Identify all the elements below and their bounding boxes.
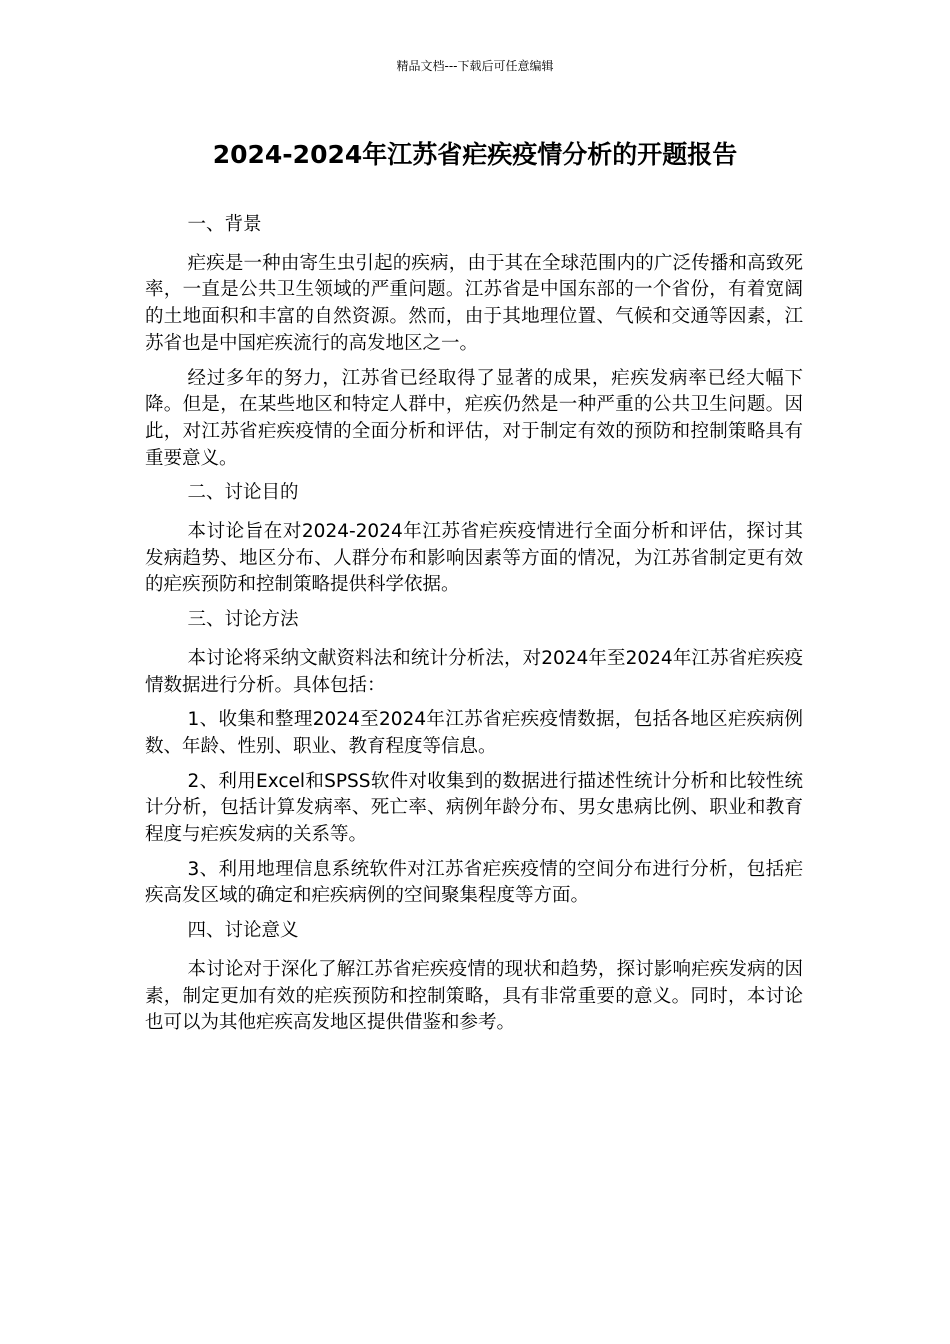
section-heading-method: 三、讨论方法 xyxy=(187,609,299,631)
page-header: 精品文档---下载后可任意编辑 xyxy=(396,59,554,73)
section-heading-purpose: 二、讨论目的 xyxy=(187,482,299,504)
background-paragraph-1: 疟疾是一种由寄生虫引起的疾病，由于其在全球范围内的广泛传播和高致死率，一直是公共卫生领域的严重问题。江苏省是中国东部的一个省份，有着宽阔的土地面积和丰富的自然资源。然而，由于其地理位置、气候和交通等因素，江苏省也是中国疟疾流行的高发地区之一。 xyxy=(145,252,803,354)
method-item-2: 2、利用Excel和SPSS软件对收集到的数据进行描述性统计分析和比较性统计分析，包括计算发病率、死亡率、病例年龄分布、男女患病比例、职业和教育程度与疟疾发病的关系等。 xyxy=(145,770,803,846)
purpose-paragraph: 本讨论旨在对2024-2024年江苏省疟疾疫情进行全面分析和评估，探讨其发病趋势、地区分布、人群分布和影响因素等方面的情况，为江苏省制定更有效的疟疾预防和控制策略提供科学依据。 xyxy=(145,521,803,596)
background-paragraph-2: 经过多年的努力，江苏省已经取得了显著的成果，疟疾发病率已经大幅下降。但是，在某些地区和特定人群中，疟疾仍然是一种严重的公共卫生问题。因此，对江苏省疟疾疫情的全面分析和评估，对于制定有效的预防和控制策略具有重要意义。 xyxy=(145,367,803,469)
document-title: 2024-2024年江苏省疟疾疫情分析的开题报告 xyxy=(212,140,738,169)
method-paragraph: 本讨论将采纳文献资料法和统计分析法，对2024年至2024年江苏省疟疾疫情数据进行分析。具体包括： xyxy=(145,647,803,696)
significance-paragraph: 本讨论对于深化了解江苏省疟疾疫情的现状和趋势，探讨影响疟疾发病的因素，制定更加有效的疟疾预防和控制策略，具有非常重要的意义。同时，本讨论也可以为其他疟疾高发地区提供借鉴和参考。 xyxy=(145,958,803,1034)
section-heading-significance: 四、讨论意义 xyxy=(187,920,299,942)
method-item-1: 1、收集和整理2024至2024年江苏省疟疾疫情数据，包括各地区疟疾病例数、年龄、性别、职业、教育程度等信息。 xyxy=(145,709,803,757)
method-item-3: 3、利用地理信息系统软件对江苏省疟疾疫情的空间分布进行分析，包括疟疾高发区域的确定和疟疾病例的空间聚集程度等方面。 xyxy=(145,858,803,907)
section-heading-background: 一、背景 xyxy=(187,214,262,235)
document-body xyxy=(145,212,803,1045)
